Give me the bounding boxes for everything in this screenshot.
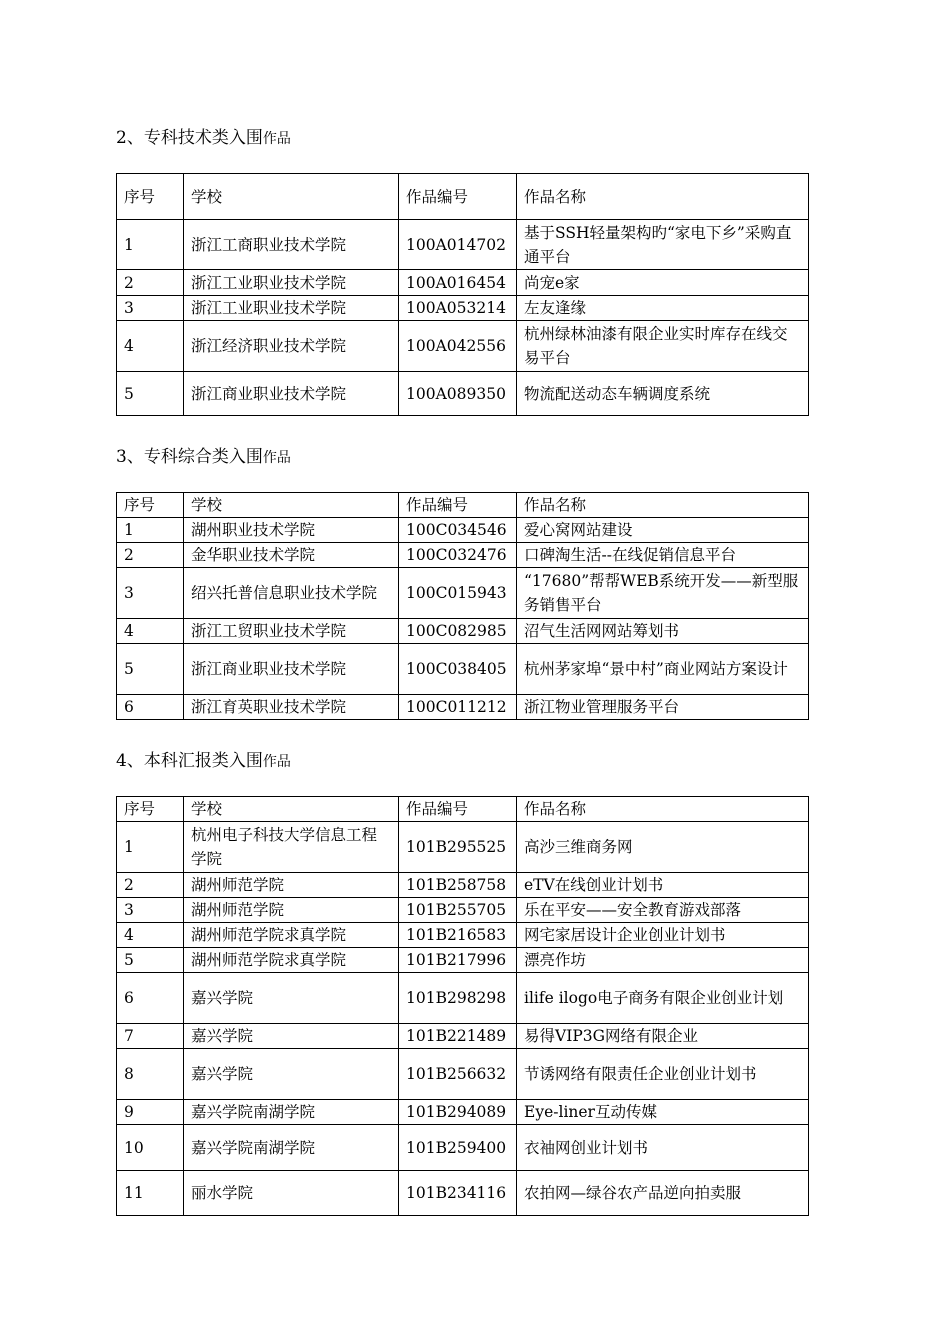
cell-title: 尚宠e家 xyxy=(517,270,809,296)
cell-index: 2 xyxy=(117,270,184,296)
cell-code: 101B295525 xyxy=(399,822,517,873)
cell-index: 5 xyxy=(117,644,184,695)
cell-index: 1 xyxy=(117,822,184,873)
cell-code: 101B221489 xyxy=(399,1024,517,1049)
cell-code: 101B256632 xyxy=(399,1049,517,1100)
cell-title: 节诱网络有限责任企业创业计划书 xyxy=(517,1049,809,1100)
header-index: 序号 xyxy=(117,797,184,822)
cell-code: 100C015943 xyxy=(399,568,517,619)
cell-code: 101B255705 xyxy=(399,898,517,923)
cell-school: 湖州师范学院 xyxy=(184,898,399,923)
cell-title: 乐在平安——安全教育游戏部落 xyxy=(517,898,809,923)
table-row xyxy=(117,1171,809,1216)
cell-school: 杭州电子科技大学信息工程学院 xyxy=(184,822,399,873)
table-row xyxy=(117,898,809,923)
section-heading-text: 2、专科技术类入围 xyxy=(116,128,263,148)
cell-code: 101B259400 xyxy=(399,1125,517,1171)
cell-index: 3 xyxy=(117,296,184,321)
cell-index: 6 xyxy=(117,973,184,1024)
cell-title: eTV在线创业计划书 xyxy=(517,873,809,898)
cell-index: 10 xyxy=(117,1125,184,1171)
cell-title: 口碑淘生活--在线促销信息平台 xyxy=(517,543,809,568)
table-row xyxy=(117,619,809,644)
cell-school: 丽水学院 xyxy=(184,1171,399,1216)
specialty-general-table xyxy=(116,492,809,720)
cell-title: 基于SSH轻量架构旳“家电下乡”采购直通平台 xyxy=(517,220,809,270)
cell-school: 金华职业技术学院 xyxy=(184,543,399,568)
header-title: 作品名称 xyxy=(517,797,809,822)
cell-school: 绍兴托普信息职业技术学院 xyxy=(184,568,399,619)
cell-title: 浙江物业管理服务平台 xyxy=(517,695,809,720)
table-row xyxy=(117,568,809,619)
cell-code: 101B216583 xyxy=(399,923,517,948)
cell-index: 1 xyxy=(117,518,184,543)
cell-school: 浙江工商职业技术学院 xyxy=(184,220,399,270)
header-title: 作品名称 xyxy=(517,174,809,220)
section-heading-suffix: 作品 xyxy=(262,450,291,466)
header-title: 作品名称 xyxy=(517,493,809,518)
cell-title: “17680”帮帮WEB系统开发——新型服务销售平台 xyxy=(517,568,809,619)
cell-title: 沼气生活网网站筹划书 xyxy=(517,619,809,644)
header-code: 作品编号 xyxy=(399,797,517,822)
cell-index: 3 xyxy=(117,898,184,923)
header-school: 学校 xyxy=(184,797,399,822)
cell-index: 8 xyxy=(117,1049,184,1100)
cell-title: 农拍网—绿谷农产品逆向拍卖服 xyxy=(517,1171,809,1216)
table-row xyxy=(117,923,809,948)
table-row xyxy=(117,518,809,543)
cell-index: 2 xyxy=(117,543,184,568)
table-row xyxy=(117,1024,809,1049)
cell-school: 浙江育英职业技术学院 xyxy=(184,695,399,720)
table-row xyxy=(117,270,809,296)
cell-school: 嘉兴学院 xyxy=(184,1049,399,1100)
cell-school: 湖州师范学院求真学院 xyxy=(184,923,399,948)
cell-code: 101B294089 xyxy=(399,1100,517,1125)
cell-code: 101B258758 xyxy=(399,873,517,898)
cell-school: 浙江经济职业技术学院 xyxy=(184,321,399,372)
cell-index: 7 xyxy=(117,1024,184,1049)
undergrad-report-table xyxy=(116,796,809,1216)
table-row xyxy=(117,1049,809,1100)
cell-school: 嘉兴学院 xyxy=(184,973,399,1024)
table-row xyxy=(117,873,809,898)
cell-code: 100A042556 xyxy=(399,321,517,372)
cell-title: ilife ilogo电子商务有限企业创业计划 xyxy=(517,973,809,1024)
cell-index: 4 xyxy=(117,619,184,644)
cell-code: 101B217996 xyxy=(399,948,517,973)
cell-index: 3 xyxy=(117,568,184,619)
cell-code: 100A053214 xyxy=(399,296,517,321)
table-header-row xyxy=(117,174,809,220)
table-row xyxy=(117,543,809,568)
section-heading-undergrad-report xyxy=(116,750,291,773)
cell-code: 100A014702 xyxy=(399,220,517,270)
section-heading-specialty-tech xyxy=(116,127,291,150)
cell-code: 100C032476 xyxy=(399,543,517,568)
cell-index: 6 xyxy=(117,695,184,720)
cell-index: 9 xyxy=(117,1100,184,1125)
header-school: 学校 xyxy=(184,493,399,518)
cell-index: 1 xyxy=(117,220,184,270)
cell-school: 浙江商业职业技术学院 xyxy=(184,644,399,695)
cell-title: 左友逢缘 xyxy=(517,296,809,321)
cell-code: 100A016454 xyxy=(399,270,517,296)
header-code: 作品编号 xyxy=(399,493,517,518)
cell-code: 100C011212 xyxy=(399,695,517,720)
cell-school: 浙江工贸职业技术学院 xyxy=(184,619,399,644)
cell-school: 浙江商业职业技术学院 xyxy=(184,372,399,416)
section-heading-text: 4、本科汇报类入围 xyxy=(116,751,263,771)
specialty-tech-table xyxy=(116,173,809,416)
cell-code: 100C082985 xyxy=(399,619,517,644)
section-heading-suffix: 作品 xyxy=(262,754,291,770)
cell-title: 爱心窝网站建设 xyxy=(517,518,809,543)
cell-title: 漂亮作坊 xyxy=(517,948,809,973)
table-header-row xyxy=(117,493,809,518)
cell-title: 高沙三维商务网 xyxy=(517,822,809,873)
header-index: 序号 xyxy=(117,174,184,220)
table-row xyxy=(117,973,809,1024)
table-row xyxy=(117,296,809,321)
cell-school: 湖州职业技术学院 xyxy=(184,518,399,543)
cell-title: 杭州绿林油漆有限企业实时库存在线交易平台 xyxy=(517,321,809,372)
table-row xyxy=(117,220,809,270)
cell-index: 2 xyxy=(117,873,184,898)
table-row xyxy=(117,1100,809,1125)
cell-school: 嘉兴学院南湖学院 xyxy=(184,1100,399,1125)
cell-title: 物流配送动态车辆调度系统 xyxy=(517,372,809,416)
cell-index: 4 xyxy=(117,923,184,948)
cell-index: 5 xyxy=(117,372,184,416)
table-row xyxy=(117,1125,809,1171)
cell-index: 11 xyxy=(117,1171,184,1216)
cell-code: 100C038405 xyxy=(399,644,517,695)
cell-school: 嘉兴学院 xyxy=(184,1024,399,1049)
cell-school: 湖州师范学院 xyxy=(184,873,399,898)
table-row xyxy=(117,822,809,873)
header-school: 学校 xyxy=(184,174,399,220)
table-row xyxy=(117,695,809,720)
cell-code: 101B298298 xyxy=(399,973,517,1024)
header-index: 序号 xyxy=(117,493,184,518)
cell-school: 嘉兴学院南湖学院 xyxy=(184,1125,399,1171)
cell-title: 网宅家居设计企业创业计划书 xyxy=(517,923,809,948)
cell-title: 易得VIP3G网络有限企业 xyxy=(517,1024,809,1049)
table-row xyxy=(117,948,809,973)
cell-index: 5 xyxy=(117,948,184,973)
cell-school: 湖州师范学院求真学院 xyxy=(184,948,399,973)
cell-code: 101B234116 xyxy=(399,1171,517,1216)
cell-school: 浙江工业职业技术学院 xyxy=(184,296,399,321)
table-row xyxy=(117,644,809,695)
section-heading-suffix: 作品 xyxy=(262,131,291,147)
cell-code: 100A089350 xyxy=(399,372,517,416)
cell-title: 杭州茅家埠“景中村”商业网站方案设计 xyxy=(517,644,809,695)
table-row xyxy=(117,372,809,416)
header-code: 作品编号 xyxy=(399,174,517,220)
cell-title: Eye-liner互动传媒 xyxy=(517,1100,809,1125)
cell-index: 4 xyxy=(117,321,184,372)
section-heading-specialty-general xyxy=(116,446,291,469)
table-row xyxy=(117,321,809,372)
cell-title: 衣袖网创业计划书 xyxy=(517,1125,809,1171)
cell-school: 浙江工业职业技术学院 xyxy=(184,270,399,296)
table-header-row xyxy=(117,797,809,822)
cell-code: 100C034546 xyxy=(399,518,517,543)
section-heading-text: 3、专科综合类入围 xyxy=(116,447,263,467)
